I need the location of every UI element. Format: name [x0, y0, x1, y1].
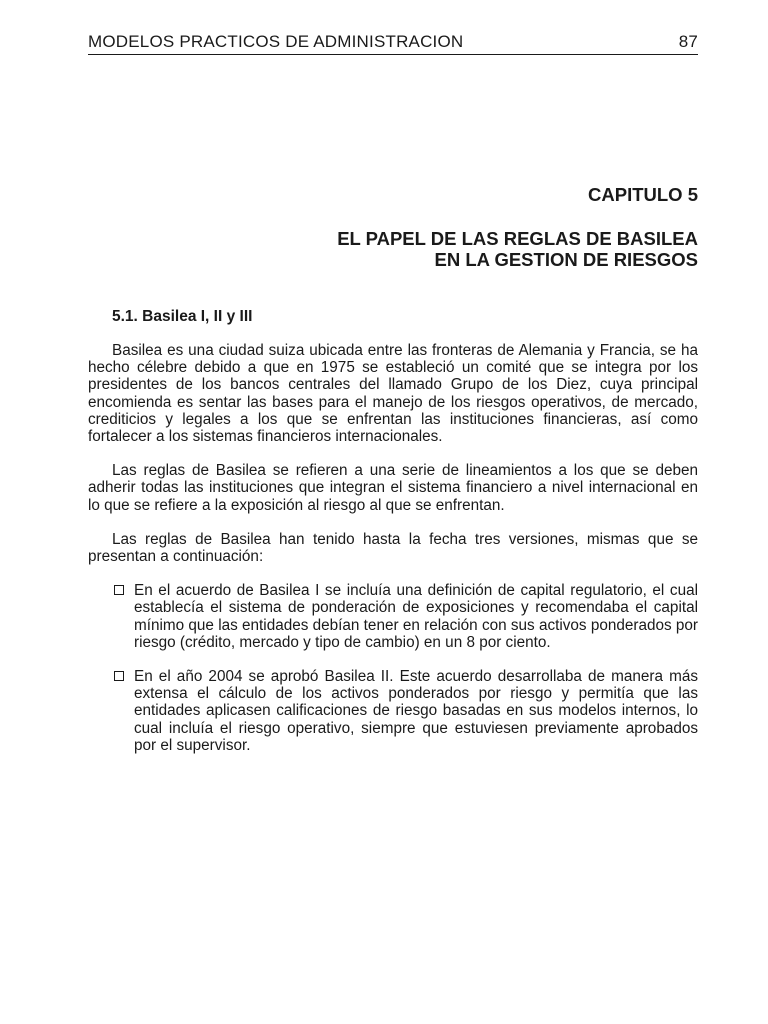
- paragraph: Basilea es una ciudad suiza ubicada entre las fronteras de Alemania y Francia, se ha hecho célebre debido a que en 1975 se estableció un comité que se integra por los presidentes de los bancos centrales del llamado Grupo de los Diez, cuya principal encomienda es sentar las bases para el manejo de los riesgos operativos, de mercado, crediticios y legales a los que se enfrentan las instituciones financieras, así como fortalecer a los sistemas financieros internacionales.: [88, 342, 698, 446]
- chapter-title-line-1: EL PAPEL DE LAS REGLAS DE BASILEA: [337, 228, 698, 249]
- section-heading: 5.1. Basilea I, II y III: [112, 308, 253, 325]
- bullet-list: [88, 582, 698, 754]
- chapter-label: CAPITULO 5: [588, 184, 698, 205]
- body-text: [88, 342, 698, 771]
- chapter-title: [88, 228, 698, 270]
- paragraph: Las reglas de Basilea han tenido hasta la fecha tres versiones, mismas que se presentan a continuación:: [88, 530, 698, 566]
- paragraph: Las reglas de Basilea se refieren a una serie de lineamientos a los que se deben adherir todas las instituciones que integran el sistema financiero a nivel internacional en lo que se refiere a la exposición al riesgo al que se enfrentan.: [88, 462, 698, 514]
- bullet-text: En el acuerdo de Basilea I se incluía una definición de capital regulatorio, el cual establecía el sistema de ponderación de exposiciones y recomendaba el capital mínimo que las entidades debían tener en relación con sus activos ponderados por riesgo (crédito, mercado y tipo de cambio) en un 8 por ciento.: [134, 582, 698, 651]
- square-bullet-icon: [114, 585, 124, 595]
- chapter-title-line-2: EN LA GESTION DE RIESGOS: [434, 249, 698, 270]
- page-number: 87: [678, 32, 698, 51]
- book-title: MODELOS PRACTICOS DE ADMINISTRACION: [88, 32, 464, 51]
- bullet-item: [88, 582, 698, 651]
- running-header: [88, 32, 698, 55]
- square-bullet-icon: [114, 671, 124, 681]
- bullet-text: En el año 2004 se aprobó Basilea II. Este acuerdo desarrollaba de manera más extensa el cálculo de los activos ponderados por riesgo y permitía que las entidades aplicasen calificaciones de riesgo basadas en sus modelos internos, lo cual incluía el riesgo operativo, siempre que estuviesen previamente aprobados por el supervisor.: [134, 668, 698, 754]
- bullet-item: [88, 668, 698, 754]
